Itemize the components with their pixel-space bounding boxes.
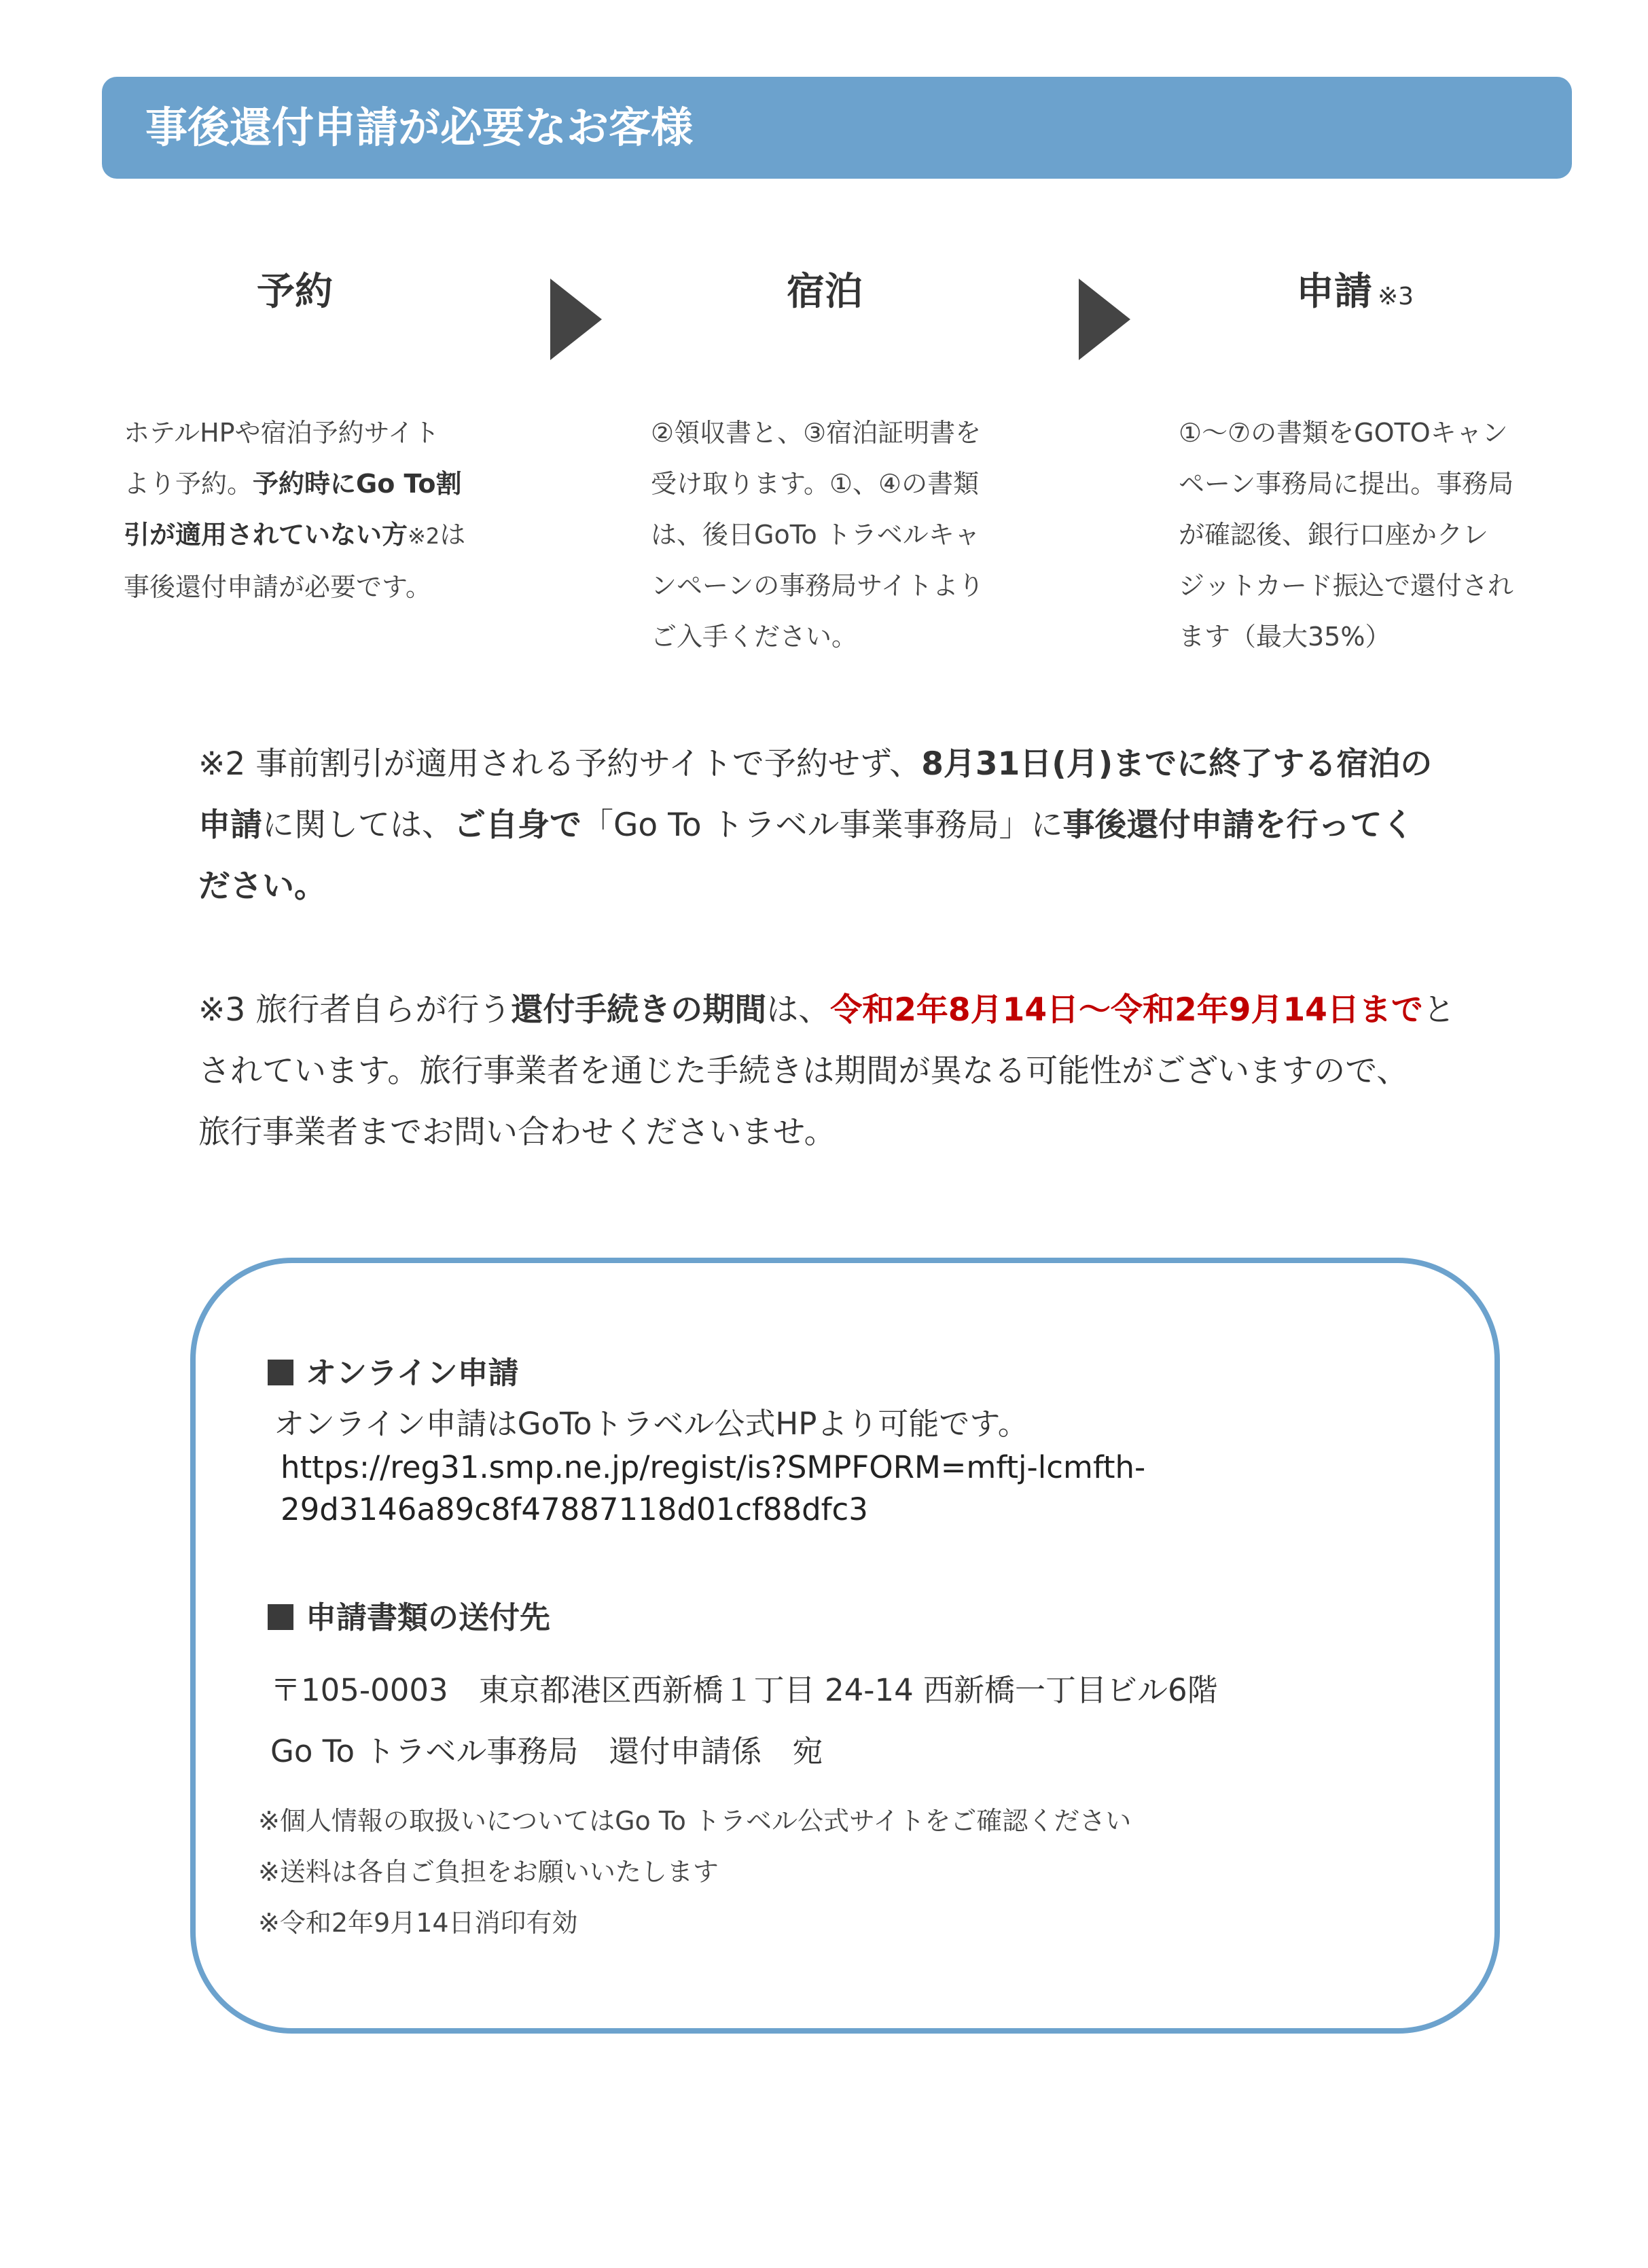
square-bullet-icon [268,1604,293,1630]
online-application-heading: オンライン申請 [268,1348,519,1392]
deadline-highlight: 令和2年8月14日～令和2年9月14日まで [830,991,1423,1029]
step-title-apply: 申請 ※3 [1296,270,1414,314]
arrow-right-icon [550,279,602,360]
postage-note: ※送料は各自ご負担をお願いいたします [258,1857,719,1887]
arrow-right-icon [1079,279,1130,360]
postmark-note: ※令和2年9月14日消印有効 [258,1908,578,1938]
section-banner [102,77,1572,179]
online-application-url[interactable]: https://reg31.smp.ne.jp/regist/is?SMPFORM=mftj-lcmfth- 29d3146a89c8f47887118d01cf88dfc3 [281,1449,1146,1527]
step-title-footnote: ※3 [1378,283,1414,311]
banner-title: 事後還付申請が必要なお客様 [145,103,694,152]
square-bullet-icon [268,1360,293,1385]
privacy-note: ※個人情報の取扱いについてはGo To トラベル公式サイトをご確認ください [258,1806,1132,1836]
note-3: ※3 旅行者自らが行う還付手続きの期間は、令和2年8月14日～令和2年9月14日までと されています。旅行事業者を通じた手続きは期間が異なる可能性がございますので、 旅行事業者までお問い合わせくださいませ。 [198,991,1455,1151]
step-title-reservation: 予約 [257,270,333,314]
step-title-stay: 宿泊 [787,270,863,314]
mailing-address-heading: 申請書類の送付先 [268,1593,550,1637]
mailing-address: 〒105-0003 東京都港区西新橋１丁目 24-14 西新橋一丁目ビル6階 [270,1672,1218,1708]
step-desc-apply: ①～⑦の書類をGOTOキャン ペーン事務局に提出。事務局 が確認後、銀行口座かクレ ジットカード振込で還付され ます（最大35%） [1179,418,1514,652]
step-desc-reservation: ホテルHPや宿泊予約サイト より予約。予約時にGo To割 引が適用されていない方※2は 事後還付申請が必要です。 [124,418,466,602]
note-2: ※2 事前割引が適用される予約サイトで予約せず、8月31日(月)までに終了する宿泊の 申請に関しては、ご自身で「Go To トラベル事業事務局」に事後還付申請を行ってく ださい。 [198,745,1433,905]
application-info-box [190,1258,1500,2034]
mailing-recipient: Go To トラベル事務局 還付申請係 宛 [270,1733,823,1769]
online-application-text: オンライン申請はGoToトラベル公式HPより可能です。 [274,1406,1028,1442]
step-desc-stay: ②領収書と、③宿泊証明書を 受け取ります。①、④の書類 は、後日GoTo トラベルキャ ンペーンの事務局サイトより ご入手ください。 [651,418,984,652]
